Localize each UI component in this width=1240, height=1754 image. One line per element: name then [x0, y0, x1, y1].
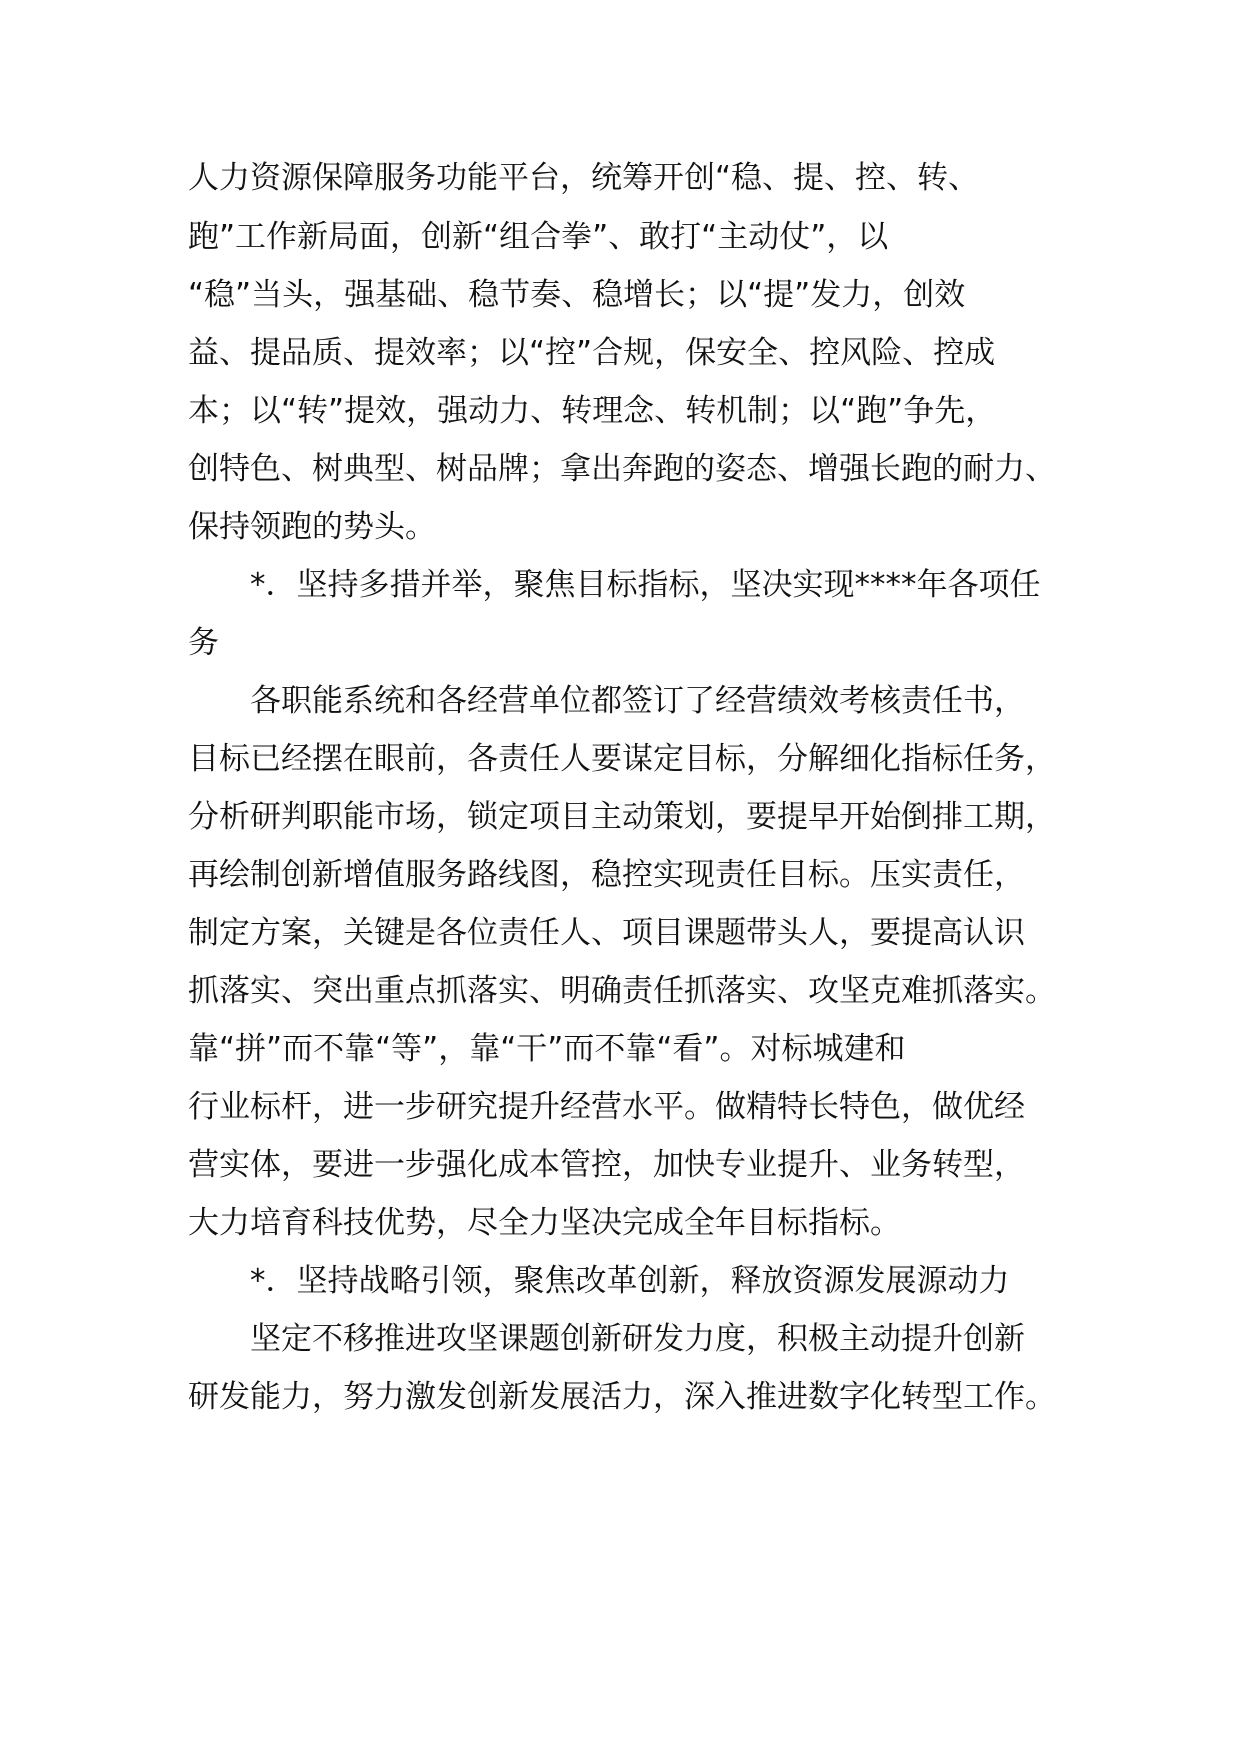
paragraph-line: 创特色、树典型、树品牌；拿出奔跑的姿态、增强长跑的耐力、 [188, 451, 1056, 487]
section-heading: *．坚持多措并举，聚焦目标指标，坚决实现****年各项任 [250, 567, 1041, 603]
paragraph-line: 营实体，要进一步强化成本管控，加快专业提升、业务转型， [188, 1147, 1025, 1183]
section-heading-continuation: 务 [188, 625, 219, 661]
paragraph-line: 人力资源保障服务功能平台，统筹开创“稳、提、控、转、 [188, 160, 980, 196]
paragraph-line: 坚定不移推进攻坚课题创新研发力度，积极主动提升创新 [250, 1321, 1025, 1357]
paragraph-line: “稳”当头，强基础、稳节奏、稳增长；以“提”发力，创效 [188, 277, 966, 313]
section-heading: *．坚持战略引领，聚焦改革创新，释放资源发展源动力 [250, 1263, 1010, 1299]
paragraph-line: 保持领跑的势头。 [188, 509, 436, 545]
paragraph-line: 制定方案，关键是各位责任人、项目课题带头人，要提高认识 [188, 915, 1025, 951]
paragraph-line: 分析研判职能市场，锁定项目主动策划，要提早开始倒排工期， [188, 799, 1056, 835]
paragraph-line: 跑”工作新局面，创新“组合拳”、敢打“主动仗”，以 [188, 219, 889, 255]
paragraph-line: 研发能力，努力激发创新发展活力，深入推进数字化转型工作。 [188, 1379, 1056, 1415]
paragraph-line: 再绘制创新增值服务路线图，稳控实现责任目标。压实责任， [188, 857, 1025, 893]
paragraph-line: 益、提品质、提效率；以“控”合规，保安全、控风险、控成 [188, 335, 996, 371]
paragraph-line: 抓落实、突出重点抓落实、明确责任抓落实、攻坚克难抓落实。 [188, 973, 1056, 1009]
paragraph-line: 靠“拼”而不靠“等”，靠“干”而不靠“看”。对标城建和 [188, 1031, 906, 1067]
paragraph-line: 各职能系统和各经营单位都签订了经营绩效考核责任书， [250, 683, 1025, 719]
paragraph-line: 本；以“转”提效，强动力、转理念、转机制；以“跑”争先， [188, 393, 997, 429]
paragraph-line: 行业标杆，进一步研究提升经营水平。做精特长特色，做优经 [188, 1089, 1025, 1125]
paragraph-line: 目标已经摆在眼前，各责任人要谋定目标，分解细化指标任务， [188, 741, 1056, 777]
paragraph-line: 大力培育科技优势，尽全力坚决完成全年目标指标。 [188, 1205, 901, 1241]
